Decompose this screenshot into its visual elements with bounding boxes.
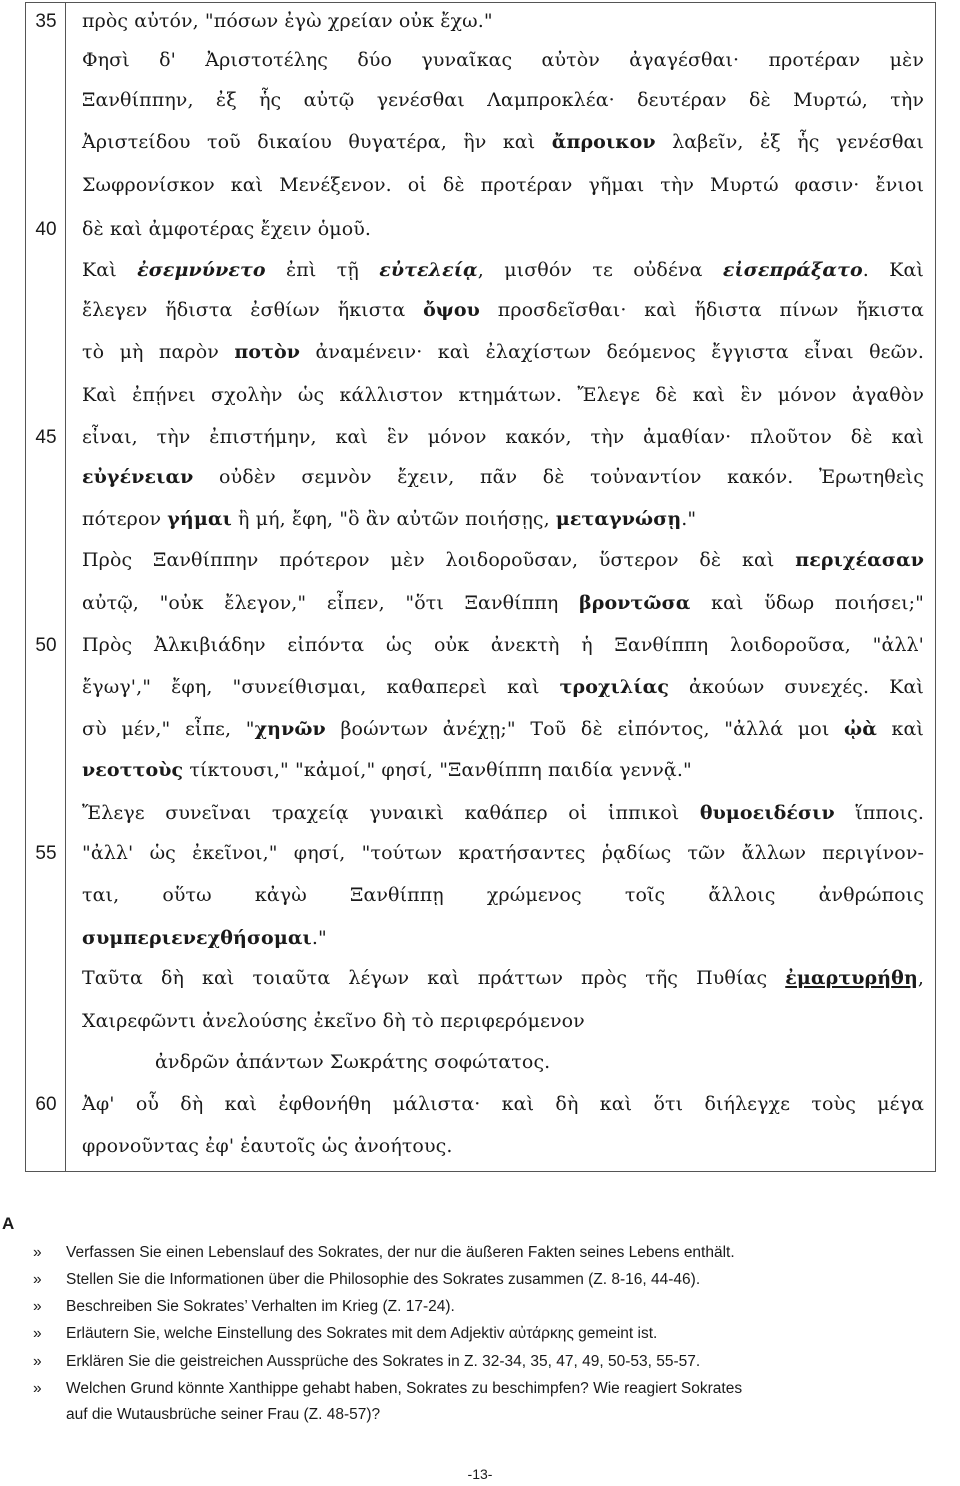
text-segment: ἀνδρῶν ἁπάντων Σωκράτης σοφώτατος.	[155, 1051, 551, 1073]
text-segment: φρονοῦντας ἐφ' ἑαυτοῖς ὡς ἀνοήτους.	[82, 1135, 453, 1157]
bullet-marker: »	[33, 1380, 42, 1397]
bold-word: ἐσεμνύνετο	[137, 259, 266, 281]
text-line	[82, 717, 924, 741]
bold-word: εὐγένειαν	[82, 466, 194, 488]
text-line	[82, 758, 692, 782]
text-line	[82, 173, 924, 197]
text-segment: πρὸς αὐτόν, "πόσων ἐγὼ χρείαν οὐκ ἔχω."	[82, 10, 493, 32]
text-line	[82, 130, 924, 154]
text-segment: ἀκούων συνεχές. Καὶ	[669, 676, 924, 698]
text-segment: βοώντων ἀνέχῃ;" Τοῦ δὲ εἰπόντος, "ἀλλά μοι	[325, 718, 844, 740]
line-number-column	[26, 3, 66, 1171]
text-segment: ."	[311, 927, 327, 949]
text-segment: Ἀφ' οὗ δὴ καὶ ἐφθονήθη μάλιστα· καὶ δὴ καὶ ὅτι διήλεγχε τοὺς μέγα	[82, 1093, 924, 1115]
text-segment: Ἔλεγε συνεῖναι τραχείᾳ γυναικὶ καθάπερ οἱ ἱππικοὶ	[82, 802, 700, 824]
task-item	[33, 1294, 958, 1320]
text-line	[82, 966, 924, 990]
text-segment: . Καὶ	[862, 259, 924, 281]
text-segment: Ἀριστείδου τοῦ δικαίου θυγατέρα, ἣν καὶ	[82, 131, 552, 153]
page-number: -13-	[467, 1466, 493, 1482]
text-line	[82, 883, 924, 907]
text-segment: καὶ ὕδωρ ποιήσει;"	[690, 592, 924, 614]
bullet-marker: »	[33, 1271, 42, 1288]
bold-word: ὄψου	[423, 299, 480, 321]
bold-word: μεταγνώσῃ	[555, 508, 682, 530]
bold-word: ᾠὰ	[844, 718, 877, 740]
task-text: Beschreiben Sie Sokrates’ Verhalten im Krieg (Z. 17-24).	[66, 1298, 455, 1315]
line-number: 40	[35, 219, 57, 240]
text-segment: ἐπὶ τῇ	[265, 259, 380, 281]
text-line	[82, 633, 924, 657]
bullet-marker: »	[33, 1353, 42, 1370]
text-line	[82, 383, 924, 407]
bold-word: ἐμαρτυρήθη	[785, 967, 918, 989]
text-segment: προσδεῖσθαι· καὶ ἥδιστα πίνων ἥκιστα	[479, 299, 924, 321]
text-segment: ται, οὕτω κἀγὼ Ξανθίππῃ χρώμενος τοῖς ἄλλοις ἀνθρώποις	[82, 884, 924, 906]
task-item	[33, 1349, 958, 1375]
text-line	[82, 548, 924, 572]
line-number: 45	[35, 427, 57, 448]
text-segment: Σωφρονίσκον καὶ Μενέξενον. οἱ δὲ προτέραν γῆμαι τὴν Μυρτώ φασιν· ἔνιοι	[82, 174, 924, 196]
text-segment: πότερον	[82, 508, 168, 530]
text-segment: , μισθόν τε οὐδένα	[477, 259, 723, 281]
text-line	[82, 507, 696, 531]
text-segment: Πρὸς Ξανθίππην πρότερον μὲν λοιδοροῦσαν, ὕστερον δὲ καὶ	[82, 549, 796, 571]
bold-word: χηνῶν	[254, 718, 326, 740]
task-item	[33, 1321, 958, 1347]
text-segment: αὐτῷ, "οὐκ ἔλεγον," εἶπεν, "ὅτι Ξανθίππη	[82, 592, 580, 614]
bold-word: βροντῶσα	[579, 592, 691, 614]
bullet-marker: »	[33, 1298, 42, 1315]
text-segment: εἶναι, τὴν ἐπιστήμην, καὶ ἓν μόνον κακόν, τὴν ἀμαθίαν· πλοῦτον δὲ καὶ	[82, 426, 924, 448]
task-text: Erläutern Sie, welche Einstellung des Sokrates mit dem Adjektiv αὐτάρκης gemeint ist.	[66, 1325, 658, 1342]
text-line	[82, 1092, 924, 1116]
text-line	[82, 425, 924, 449]
text-segment: ἔλεγεν ἥδιστα ἐσθίων ἥκιστα	[82, 299, 424, 321]
text-segment: καὶ	[876, 718, 924, 740]
text-segment: ,	[917, 967, 924, 989]
task-item	[33, 1267, 958, 1293]
text-line	[82, 841, 924, 865]
text-segment: "ἀλλ' ὡς ἐκεῖνοι," φησί, "τούτων κρατήσαντες ῥᾳδίως τῶν ἄλλων περιγίνον-	[82, 842, 924, 864]
line-number: 55	[35, 843, 57, 864]
bold-word: περιχέασαν	[795, 549, 924, 571]
text-segment: δὲ καὶ ἀμφοτέρας ἔχειν ὁμοῦ.	[82, 218, 372, 240]
bold-word: τροχιλίας	[559, 676, 670, 698]
text-line	[82, 9, 493, 33]
bullet-marker: »	[33, 1244, 42, 1261]
task-text: Erklären Sie die geistreichen Aussprüche des Sokrates in Z. 32-34, 35, 47, 49, 50-53, 55-57.	[66, 1353, 701, 1370]
text-line	[82, 1009, 585, 1033]
text-segment: Καὶ ἐπῄνει σχολὴν ὡς κάλλιστον κτημάτων. Ἔλεγε δὲ καὶ ἓν μόνον ἀγαθὸν	[82, 384, 924, 406]
bold-word: νεοττοὺς	[82, 759, 184, 781]
text-line	[82, 340, 924, 364]
text-line	[82, 1134, 453, 1158]
bold-word: εὐτελείᾳ	[379, 259, 478, 281]
text-line	[82, 258, 924, 282]
text-line	[82, 591, 924, 615]
bold-word: εἰσεπράξατο	[722, 259, 863, 281]
text-line	[82, 465, 924, 489]
text-segment: λαβεῖν, ἐξ ἧς γενέσθαι	[655, 131, 924, 153]
text-line	[82, 675, 924, 699]
text-segment: τὸ μὴ παρὸν	[82, 341, 235, 363]
text-line	[82, 217, 371, 241]
text-line	[82, 88, 924, 112]
text-segment: ἢ μή, ἔφη, "ὃ ἂν αὐτῶν ποιήσῃς,	[231, 508, 556, 530]
text-line	[82, 801, 924, 825]
bold-word: ποτὸν	[234, 341, 301, 363]
text-segment: ἔγωγ'," ἔφη, "συνείθισμαι, καθαπερεὶ καὶ	[82, 676, 560, 698]
text-segment: σὺ μέν," εἶπε, "	[82, 718, 255, 740]
task-text: Verfassen Sie einen Lebenslauf des Sokrates, der nur die äußeren Fakten seines Lebens enthält.	[66, 1244, 735, 1261]
text-segment: τίκτουσι," "κἀμοί," φησί, "Ξανθίππη παιδία γεννᾷ."	[183, 759, 692, 781]
task-item	[33, 1240, 958, 1266]
line-number: 35	[35, 11, 57, 32]
text-line	[82, 926, 327, 950]
text-segment: ἵπποις.	[834, 802, 924, 824]
text-segment: Ταῦτα δὴ καὶ τοιαῦτα λέγων καὶ πράττων πρὸς τῆς Πυθίας	[82, 967, 786, 989]
text-line	[155, 1050, 550, 1074]
text-segment: οὐδὲν σεμνὸν ἔχειν, πᾶν δὲ τοὐναντίον κακόν. Ἐρωτηθεὶς	[193, 466, 924, 488]
text-segment: ἀναμένειν· καὶ ἐλαχίστων δεόμενος ἔγγιστα εἶναι θεῶν.	[300, 341, 924, 363]
bullet-marker: »	[33, 1325, 42, 1342]
line-number: 60	[35, 1094, 57, 1115]
task-text: auf die Wutausbrüche seiner Frau (Z. 48-57)?	[66, 1406, 381, 1423]
text-segment: Χαιρεφῶντι ἀνελούσης ἐκεῖνο δὴ τὸ περιφερόμενον	[82, 1010, 585, 1032]
text-line	[82, 298, 924, 322]
text-segment: Ξανθίππην, ἐξ ἧς αὐτῷ γενέσθαι Λαμπροκλέα· δευτέραν δὲ Μυρτώ, τὴν	[82, 89, 924, 111]
text-segment: Καὶ	[82, 259, 138, 281]
text-line	[82, 48, 924, 72]
task-text: Welchen Grund könnte Xanthippe gehabt haben, Sokrates zu beschimpfen? Wie reagiert Sokrates	[66, 1380, 743, 1397]
task-section-label: A	[2, 1214, 15, 1233]
bold-word: συμπεριενεχθήσομαι	[82, 927, 312, 949]
bold-word: θυμοειδέσιν	[699, 802, 835, 824]
task-text: Stellen Sie die Informationen über die Philosophie des Sokrates zusammen (Z. 8-16, 44-46).	[66, 1271, 701, 1288]
line-number: 50	[35, 635, 57, 656]
bold-word: ἄπροικον	[551, 131, 656, 153]
task-item	[33, 1376, 958, 1428]
text-segment: Πρὸς Ἀλκιβιάδην εἰπόντα ὡς οὐκ ἀνεκτὴ ἡ Ξανθίππη λοιδοροῦσα, "ἀλλ'	[82, 634, 924, 656]
text-segment: Φησὶ δ' Ἀριστοτέλης δύο γυναῖκας αὐτὸν ἀγαγέσθαι· προτέραν μὲν	[82, 49, 924, 71]
bold-word: γήμαι	[167, 508, 232, 530]
text-segment: ."	[681, 508, 697, 530]
